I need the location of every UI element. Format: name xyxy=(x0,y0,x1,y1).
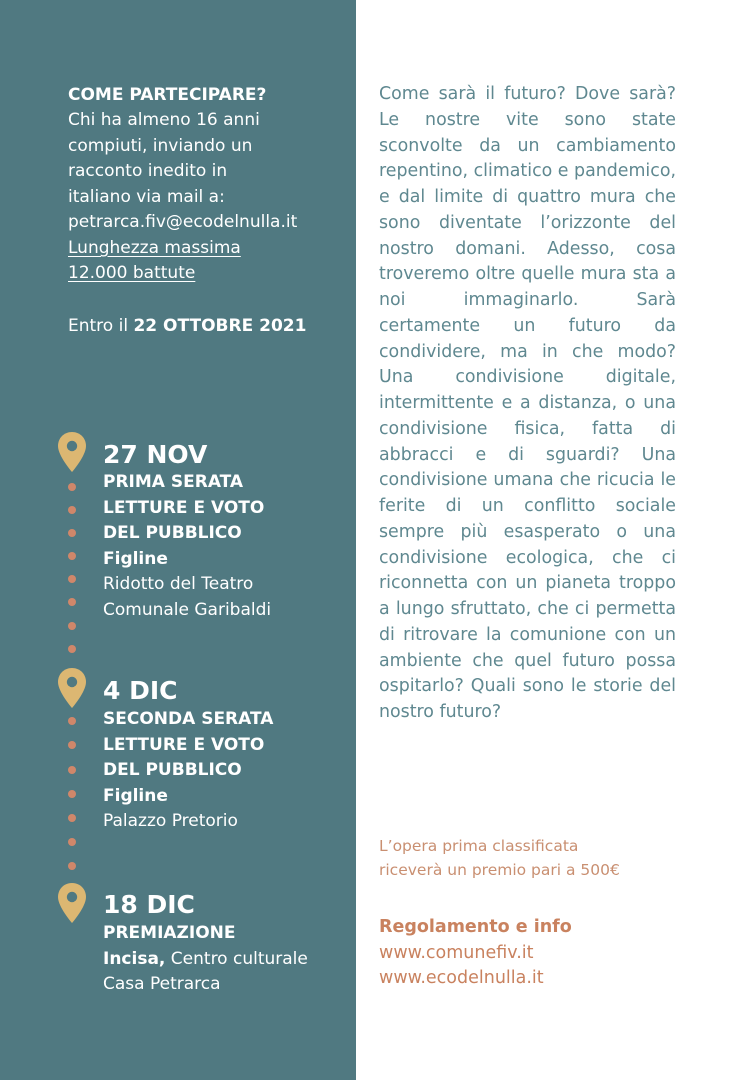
event-date: 18 DIC xyxy=(103,890,195,919)
info-block xyxy=(379,915,709,992)
location-pin-icon xyxy=(57,431,87,473)
location-pin-icon xyxy=(57,667,87,709)
timeline-dot xyxy=(68,717,76,725)
timeline-dot xyxy=(68,741,76,749)
deadline xyxy=(68,314,306,340)
timeline-dot xyxy=(68,790,76,798)
event-details xyxy=(103,470,271,624)
timeline-dot xyxy=(68,622,76,630)
location-pin-icon xyxy=(57,882,87,924)
event-title-line: PREMIAZIONE xyxy=(103,923,236,943)
event-city-line xyxy=(103,947,308,973)
intro-line: italiano via mail a: xyxy=(68,187,225,207)
event-venue: Comunale Garibaldi xyxy=(103,599,272,620)
email-link[interactable]: petrarca.fiv@ecodelnulla.it xyxy=(68,212,298,232)
timeline-dot xyxy=(68,483,76,491)
section-heading: COME PARTECIPARE? xyxy=(68,85,267,105)
timeline-dot xyxy=(68,862,76,870)
timeline-dot xyxy=(68,598,76,606)
event-date: 4 DIC xyxy=(103,676,178,705)
intro-line: racconto inedito in xyxy=(68,161,228,181)
website-link[interactable]: www.comunefiv.it xyxy=(379,942,534,963)
event-date: 27 NOV xyxy=(103,440,208,469)
deadline-date: 22 OTTOBRE 2021 xyxy=(133,316,307,336)
event-city: Figline xyxy=(103,548,168,569)
event-title-line: DEL PUBBLICO xyxy=(103,760,242,781)
intro-paragraph: Come sarà il futuro? Dove sarà? Le nostre vite sono state sconvolte da un cambiamento repentino, climatico e pandemico, e dal limite di quattro mura che sono diventate l’orizzonte del nostro domani. Adesso, cosa troveremo oltre quelle mura sta a noi immaginarlo. Sarà certamente un futuro da condividere, ma in che modo? Una condivisione digitale, intermittente e a distanza, o una condivisione fisica, fatta di abbracci e di sguardi? Una condivisione umana che ricucia le ferite di un conflitto sociale sempre più esasperato o una condivisione ecologica, che ci riconnetta con un pianeta troppo a lungo sfruttato, che ci permetta di ritrovare la comunione con un ambiente che quel futuro possa ospitarlo? Quali sono le storie del nostro futuro? xyxy=(379,84,676,722)
prize-note xyxy=(379,834,709,882)
event-title-line: SECONDA SERATA xyxy=(103,709,274,729)
website-link[interactable]: www.ecodelnulla.it xyxy=(379,968,544,988)
prize-line: riceverà un premio pari a 500€ xyxy=(379,861,620,879)
length-link[interactable]: 12.000 battute xyxy=(68,263,196,283)
event-venue: Casa Petrarca xyxy=(103,974,221,995)
timeline-dot xyxy=(68,814,76,822)
info-title: Regolamento e info xyxy=(379,917,572,937)
timeline-dot xyxy=(68,838,76,846)
timeline-dot xyxy=(68,645,76,653)
deadline-prefix: Entro il xyxy=(68,316,129,336)
timeline-dot xyxy=(68,529,76,537)
length-link[interactable]: Lunghezza massima xyxy=(68,238,241,258)
timeline-dot xyxy=(68,506,76,514)
timeline-dot xyxy=(68,552,76,560)
prize-line: L’opera prima classificata xyxy=(379,837,579,855)
event-city: Figline xyxy=(103,785,168,806)
event-title-line: LETTURE E VOTO xyxy=(103,734,265,755)
event-title-line: LETTURE E VOTO xyxy=(103,497,265,518)
event-details xyxy=(103,921,308,998)
event-venue: Ridotto del Teatro xyxy=(103,574,254,595)
timeline-dot xyxy=(68,575,76,583)
intro-line: compiuti, inviando un xyxy=(68,136,253,156)
event-city: Incisa, xyxy=(103,948,166,969)
intro-line: Chi ha almeno 16 anni xyxy=(68,110,260,130)
event-title-line: DEL PUBBLICO xyxy=(103,523,242,544)
event-title-line: PRIMA SERATA xyxy=(103,472,244,492)
event-details xyxy=(103,707,273,835)
event-venue: Centro culturale xyxy=(165,948,308,969)
event-venue: Palazzo Pretorio xyxy=(103,811,238,832)
timeline-dot xyxy=(68,766,76,774)
